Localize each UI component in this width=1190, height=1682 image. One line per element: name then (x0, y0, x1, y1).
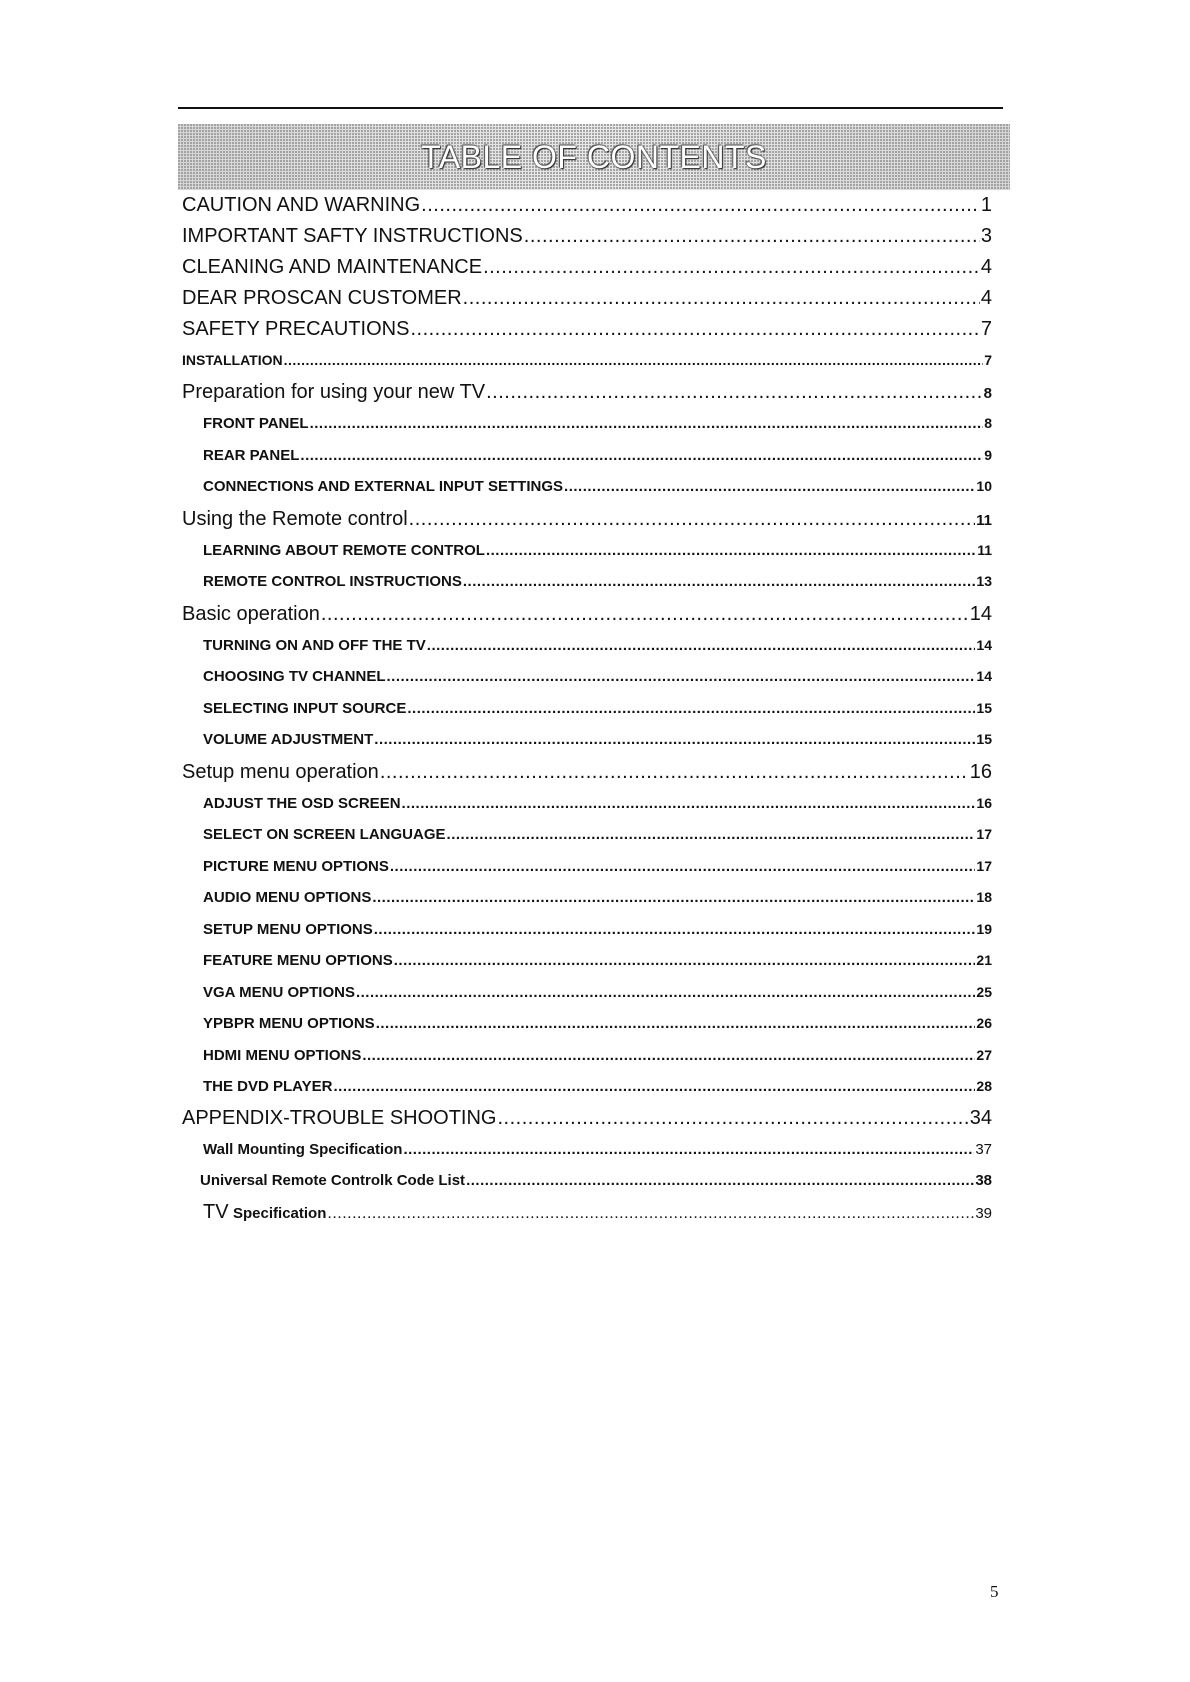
toc-entry[interactable]: SAFETY PRECAUTIONS ..... 7 (182, 314, 992, 345)
toc-section[interactable]: Setup menu operation ..... 16 (182, 756, 992, 788)
toc-subentry[interactable]: THE DVD PLAYER ..... 28 (182, 1071, 992, 1103)
toc-subentry[interactable]: VOLUME ADJUSTMENT ..... 15 (182, 724, 992, 756)
toc-subentry[interactable]: TV Specification ..... 39 (182, 1196, 992, 1228)
toc-entry[interactable]: CAUTION AND WARNING ..... 1 (182, 190, 992, 221)
table-of-contents (182, 190, 992, 1228)
toc-subentry[interactable]: Wall Mounting Specification ..... 37 (182, 1134, 992, 1165)
toc-entry[interactable]: APPENDIX-TROUBLE SHOOTING ..... 34 (182, 1103, 992, 1134)
toc-subentry[interactable]: YPBPR MENU OPTIONS ..... 26 (182, 1008, 992, 1040)
toc-subentry[interactable]: LEARNING ABOUT REMOTE CONTROL ..... 11 (182, 535, 992, 567)
toc-subentry[interactable]: SELECT ON SCREEN LANGUAGE ..... 17 (182, 819, 992, 851)
toc-subentry[interactable]: CONNECTIONS AND EXTERNAL INPUT SETTINGS ..... 10 (182, 471, 992, 503)
toc-subentry[interactable]: FEATURE MENU OPTIONS ..... 21 (182, 945, 992, 977)
toc-subentry[interactable]: VGA MENU OPTIONS ..... 25 (182, 977, 992, 1009)
toc-section[interactable]: Basic operation ..... 14 (182, 598, 992, 630)
toc-section[interactable]: Preparation for using your new TV ..... 8 (182, 376, 992, 408)
toc-subentry[interactable]: REAR PANEL ..... 9 (182, 440, 992, 472)
toc-subentry[interactable]: ADJUST THE OSD SCREEN ..... 16 (182, 788, 992, 820)
toc-subentry[interactable]: HDMI MENU OPTIONS ..... 27 (182, 1040, 992, 1072)
toc-subentry[interactable]: Universal Remote Controlk Code List ..... 38 (182, 1165, 992, 1196)
toc-entry[interactable]: INSTALLATION ..... 7 (182, 345, 992, 376)
toc-subentry[interactable]: FRONT PANEL ..... 8 (182, 408, 992, 440)
page-title: TABLE OF CONTENTS (421, 138, 767, 175)
toc-subentry[interactable]: REMOTE CONTROL INSTRUCTIONS ..... 13 (182, 566, 992, 598)
toc-subentry[interactable]: PICTURE MENU OPTIONS ..... 17 (182, 851, 992, 883)
toc-entry[interactable]: DEAR PROSCAN CUSTOMER ..... 4 (182, 283, 992, 314)
toc-subentry[interactable]: AUDIO MENU OPTIONS ..... 18 (182, 882, 992, 914)
top-rule (178, 107, 1003, 109)
title-banner (178, 124, 1010, 190)
toc-subentry[interactable]: SELECTING INPUT SOURCE ..... 15 (182, 693, 992, 725)
toc-subentry[interactable]: CHOOSING TV CHANNEL ..... 14 (182, 661, 992, 693)
toc-subentry[interactable]: TURNING ON AND OFF THE TV ..... 14 (182, 630, 992, 662)
toc-subentry[interactable]: SETUP MENU OPTIONS ..... 19 (182, 914, 992, 946)
toc-section[interactable]: Using the Remote control ..... 11 (182, 503, 992, 535)
toc-entry[interactable]: IMPORTANT SAFTY INSTRUCTIONS ..... 3 (182, 221, 992, 252)
page-number: 5 (990, 1582, 999, 1601)
toc-entry[interactable]: CLEANING AND MAINTENANCE ..... 4 (182, 252, 992, 283)
